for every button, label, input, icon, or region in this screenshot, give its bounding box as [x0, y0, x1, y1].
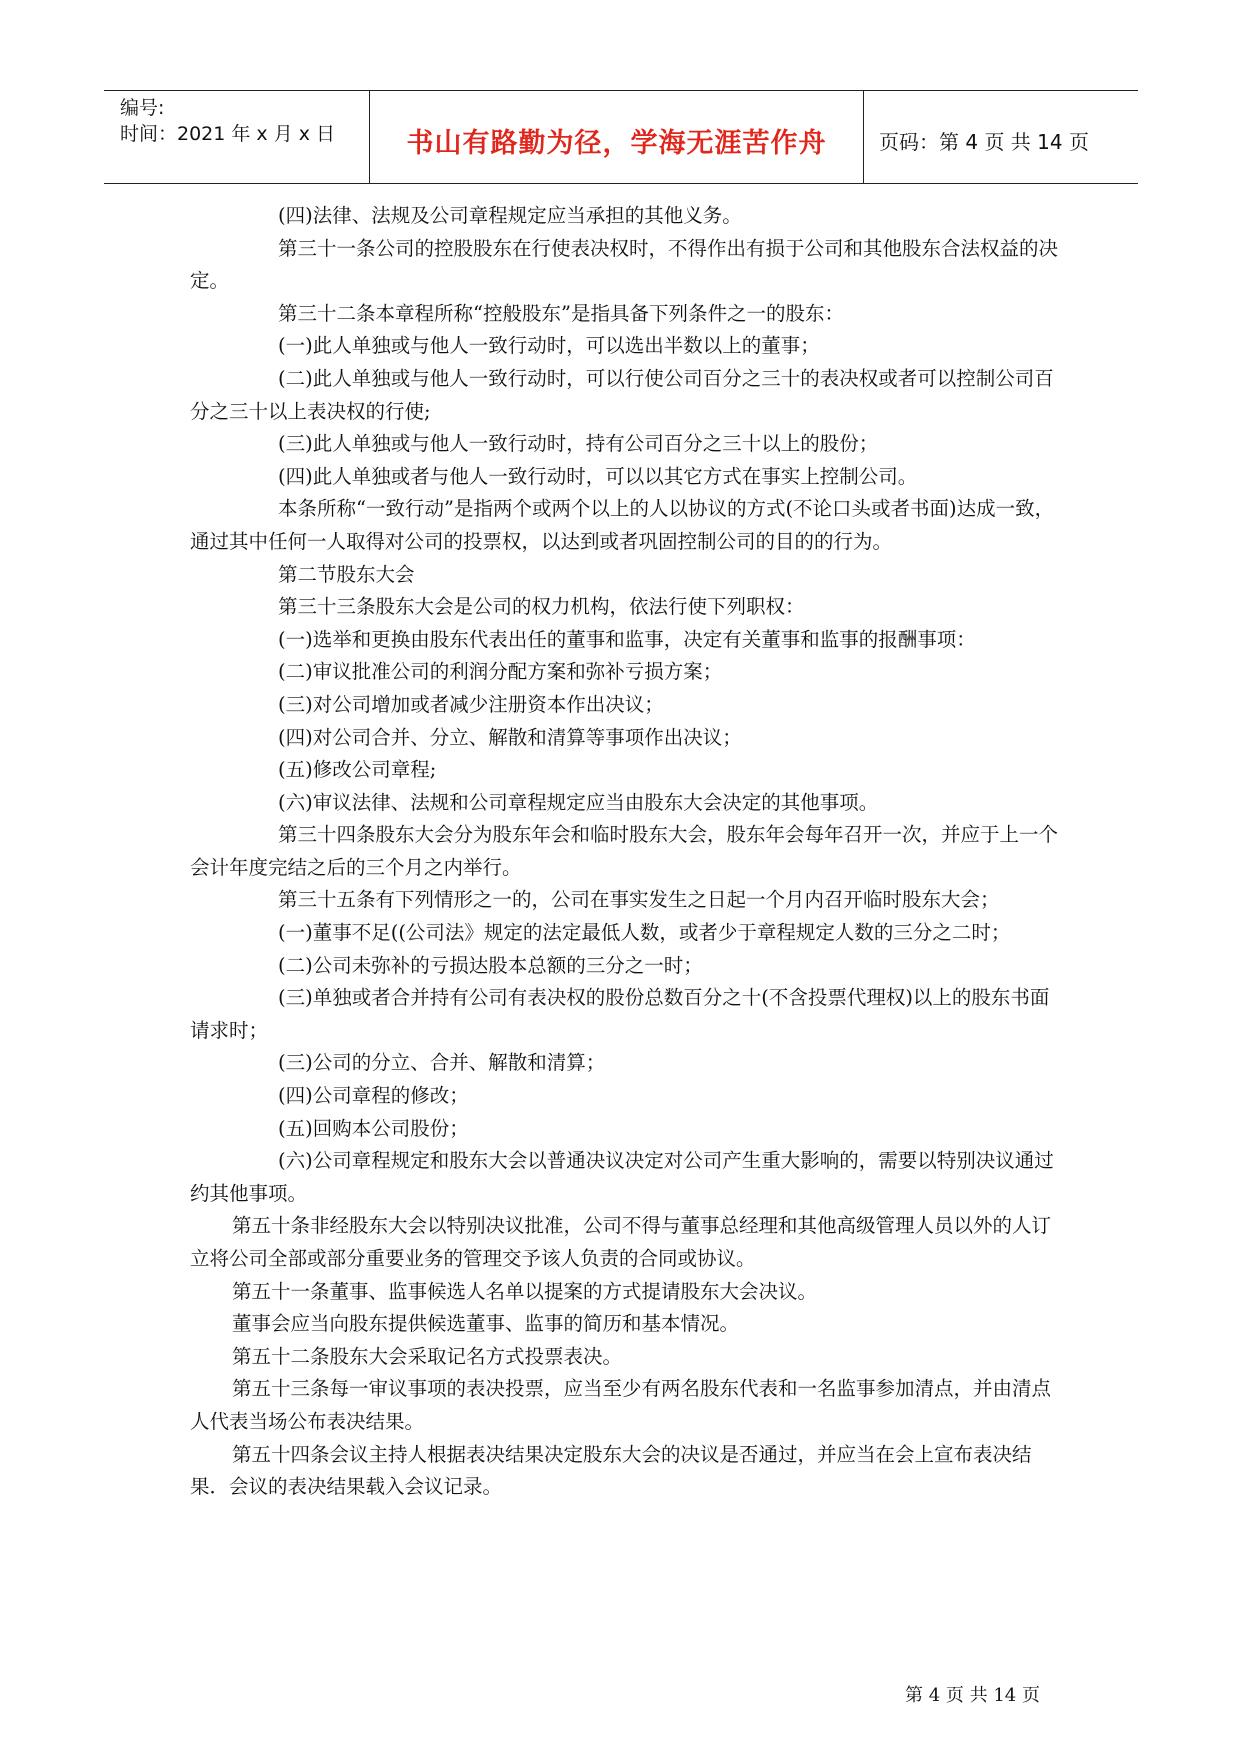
paragraph: (五)回购本公司股份；	[278, 1116, 469, 1140]
paragraph: (四)对公司合并、分立、解散和清算等事项作出决议；	[278, 725, 742, 749]
paragraph: 第五十四条会议主持人根据表决结果决定股东大会的决议是否通过，并应当在会上宣布表决结果．会议的表决结果载入会议记录。	[190, 1442, 1032, 1499]
document-number-label: 编号:	[120, 97, 165, 119]
document-body	[190, 200, 1060, 1504]
paragraph: 第三十四条股东大会分为股东年会和临时股东大会，股东年会每年召开一次，并应于上一个会计年度完结之后的三个月之内举行。	[190, 823, 1059, 879]
header-page-cell	[864, 91, 1138, 183]
paragraph: 董事会应当向股东提供候选董事、监事的简历和基本情况。	[232, 1312, 740, 1336]
page-footer: 第 4 页 共 14 页	[905, 1685, 1040, 1706]
document-date: 时间：2021 年 x 月 x 日	[120, 123, 336, 145]
paragraph: 第三十三条股东大会是公司的权力机构，依法行使下列职权：	[278, 595, 805, 619]
paragraph: (二)审议批准公司的利润分配方案和弥补亏损方案；	[278, 660, 723, 684]
section-heading: 第二节股东大会	[278, 562, 415, 586]
paragraph: 第三十五条有下列情形之一的，公司在事实发生之日起一个月内召开临时股东大会；	[278, 888, 1000, 912]
paragraph: 第五十一条董事、监事候选人名单以提案的方式提请股东大会决议。	[232, 1279, 818, 1303]
page-header	[104, 90, 1138, 184]
paragraph: 第五十三条每一审议事项的表决投票，应当至少有两名股东代表和一名监事参加清点，并由清点人代表当场公布表决结果。	[190, 1377, 1052, 1433]
paragraph: 本条所称“一致行动”是指两个或两个以上的人以协议的方式(不论口头或者书面)达成一致，通过其中任何一人取得对公司的投票权，以达到或者巩固控制公司的目的的行为。	[190, 497, 1055, 553]
paragraph: (四)此人单独或者与他人一致行动时，可以以其它方式在事实上控制公司。	[278, 464, 918, 488]
header-info-cell	[104, 91, 370, 183]
paragraph: (三)单独或者合并持有公司有表决权的股份总数百分之十(不含投票代理权)以上的股东书面请求时；	[190, 986, 1050, 1042]
header-page-code: 页码：第 4 页 共 14 页	[879, 129, 1089, 154]
paragraph: 第三十一条公司的控股股东在行使表决权时，不得作出有损于公司和其他股东合法权益的决定。	[190, 236, 1059, 293]
paragraph: (六)审议法律、法规和公司章程规定应当由股东大会决定的其他事项。	[278, 790, 879, 814]
paragraph: (一)此人单独或与他人一致行动时，可以选出半数以上的董事；	[278, 334, 820, 358]
paragraph: (一)选举和更换由股东代表出任的董事和监事，决定有关董事和监事的报酬事项：	[278, 627, 976, 651]
paragraph: (一)董事不足((公司法》规定的法定最低人数，或者少于章程规定人数的三分之二时；	[278, 921, 1011, 945]
paragraph: (四)公司章程的修改；	[278, 1084, 469, 1108]
paragraph: (六)公司章程规定和股东大会以普通决议决定对公司产生重大影响的，需要以特别决议通过约其他事项。	[190, 1149, 1054, 1205]
paragraph: (二)此人单独或与他人一致行动时，可以行使公司百分之三十的表决权或者可以控制公司百分之三十以上表决权的行使;	[190, 366, 1054, 423]
paragraph: (二)公司未弥补的亏损达股本总额的三分之一时；	[278, 953, 703, 977]
header-motto-cell	[370, 91, 864, 183]
paragraph: 第五十条非经股东大会以特别决议批准，公司不得与董事总经理和其他高级管理人员以外的人订立将公司全部或部分重要业务的管理交予该人负责的合同或协议。	[190, 1214, 1052, 1270]
paragraph: (三)对公司增加或者减少注册资本作出决议；	[278, 692, 664, 716]
paragraph: 第五十二条股东大会采取记名方式投票表决。	[232, 1344, 623, 1368]
header-motto: 书山有路勤为径，学海无涯苦作舟	[406, 127, 827, 159]
paragraph: (五)修改公司章程;	[278, 758, 437, 782]
paragraph: (三)公司的分立、合并、解散和清算；	[278, 1051, 606, 1075]
paragraph: 第三十二条本章程所称“控般股东”是指具备下列条件之一的股东：	[278, 301, 844, 325]
paragraph: (四)法律、法规及公司章程规定应当承担的其他义务。	[278, 204, 742, 227]
paragraph: (三)此人单独或与他人一致行动时，持有公司百分之三十以上的股份；	[278, 432, 879, 456]
